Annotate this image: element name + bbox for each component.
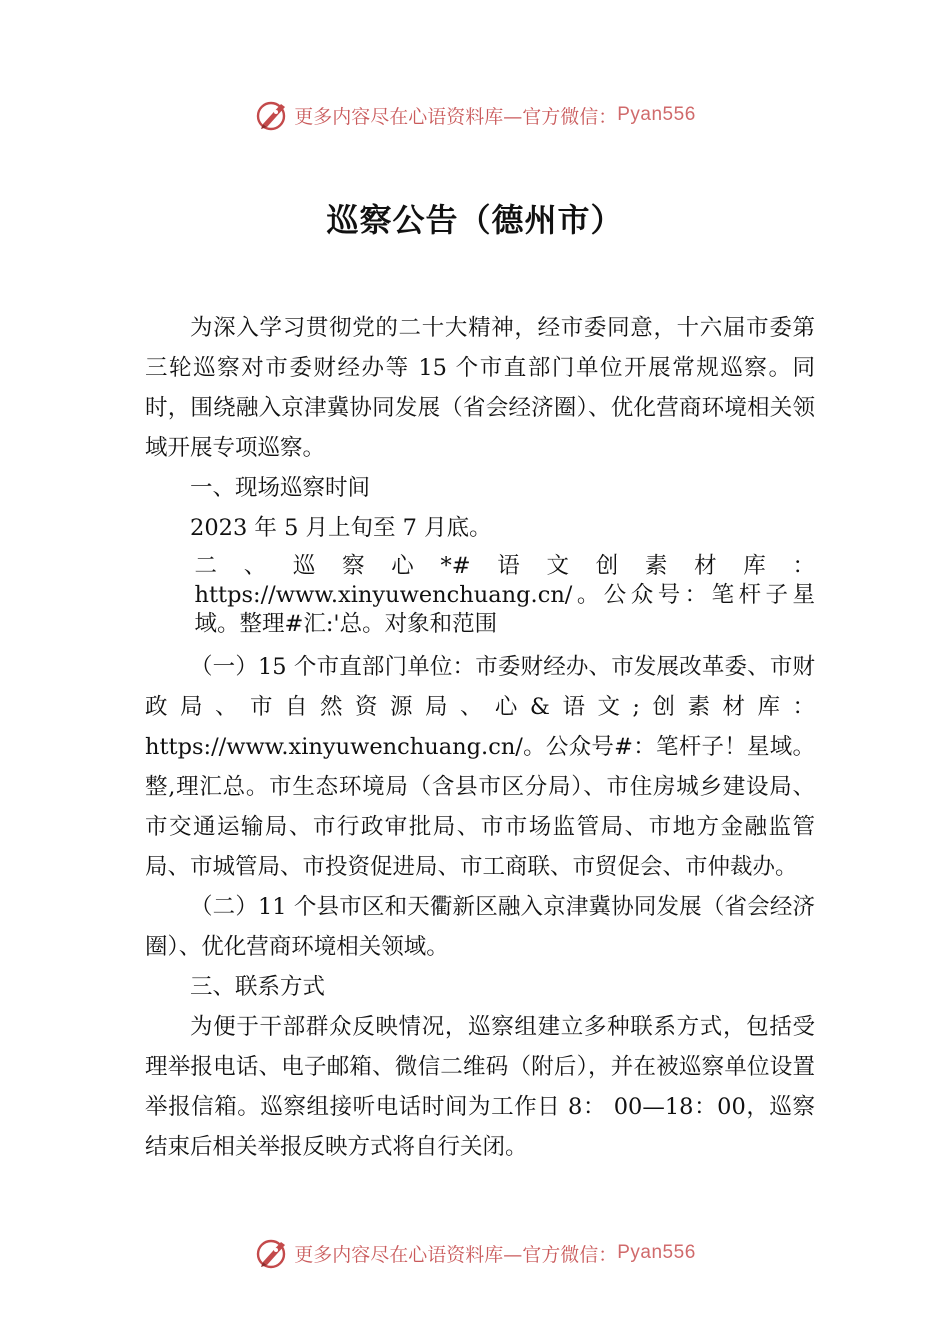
footer-banner	[0, 1233, 950, 1273]
footer-banner-wechat-id: Pyan556	[617, 1242, 696, 1263]
heading-scope: 二、巡察心*#语文创素材库：https://www.xinyuwenchuang.cn/。公众号：笔杆子星域。整理#汇:'总。对象和范围	[194, 553, 815, 637]
pen-logo-icon	[254, 97, 290, 133]
pen-logo-icon	[254, 1235, 290, 1271]
paragraph-scope-part1: （一）15 个市直部门单位：市委财经办、市发展改革委、市财政局、市自然资源局、心&语文;创素材库：https://www.xinyuwenchuang.cn/。公众号#：笔杆子！星域。整,理汇总。市生态环境局（含县市区分局）、市住房城乡建设局、市交通运输局、市行政审批局、市市场监管局、市地方金融监管局、市城管局、市投资促进局、市工商联、市贸促会、市仲裁办。	[145, 654, 815, 880]
footer-banner-text: 更多内容尽在心语资料库—官方微信：	[294, 1243, 618, 1266]
document-body	[145, 308, 815, 1167]
paragraph-contact: 为便于干部群众反映情况，巡察组建立多种联系方式，包括受理举报电话、电子邮箱、微信二维码（附后），并在被巡察单位设置举报信箱。巡察组接听电话时间为工作日 8： 00—18：00，巡察结束后相关举报反映方式将自行关闭。	[145, 1014, 815, 1160]
heading-contact: 三、联系方式	[190, 974, 326, 1000]
heading-inspection-time: 一、现场巡察时间	[190, 475, 371, 501]
paragraph-scope-part2: （二）11 个县市区和天衢新区融入京津冀协同发展（省会经济圈）、优化营商环境相关领域。	[145, 894, 815, 960]
header-banner-wechat-id: Pyan556	[617, 104, 696, 125]
document-title: 巡察公告（德州市）	[326, 201, 624, 239]
header-banner-text: 更多内容尽在心语资料库—官方微信：	[294, 105, 618, 128]
paragraph-intro: 为深入学习贯彻党的二十大精神，经市委同意，十六届市委第三轮巡察对市委财经办等 15 个市直部门单位开展常规巡察。同时，围绕融入京津冀协同发展（省会经济圈）、优化营商环境相关领域开展专项巡察。	[145, 315, 815, 461]
header-banner	[0, 95, 950, 135]
paragraph-inspection-time: 2023 年 5 月上旬至 7 月底。	[190, 515, 492, 541]
